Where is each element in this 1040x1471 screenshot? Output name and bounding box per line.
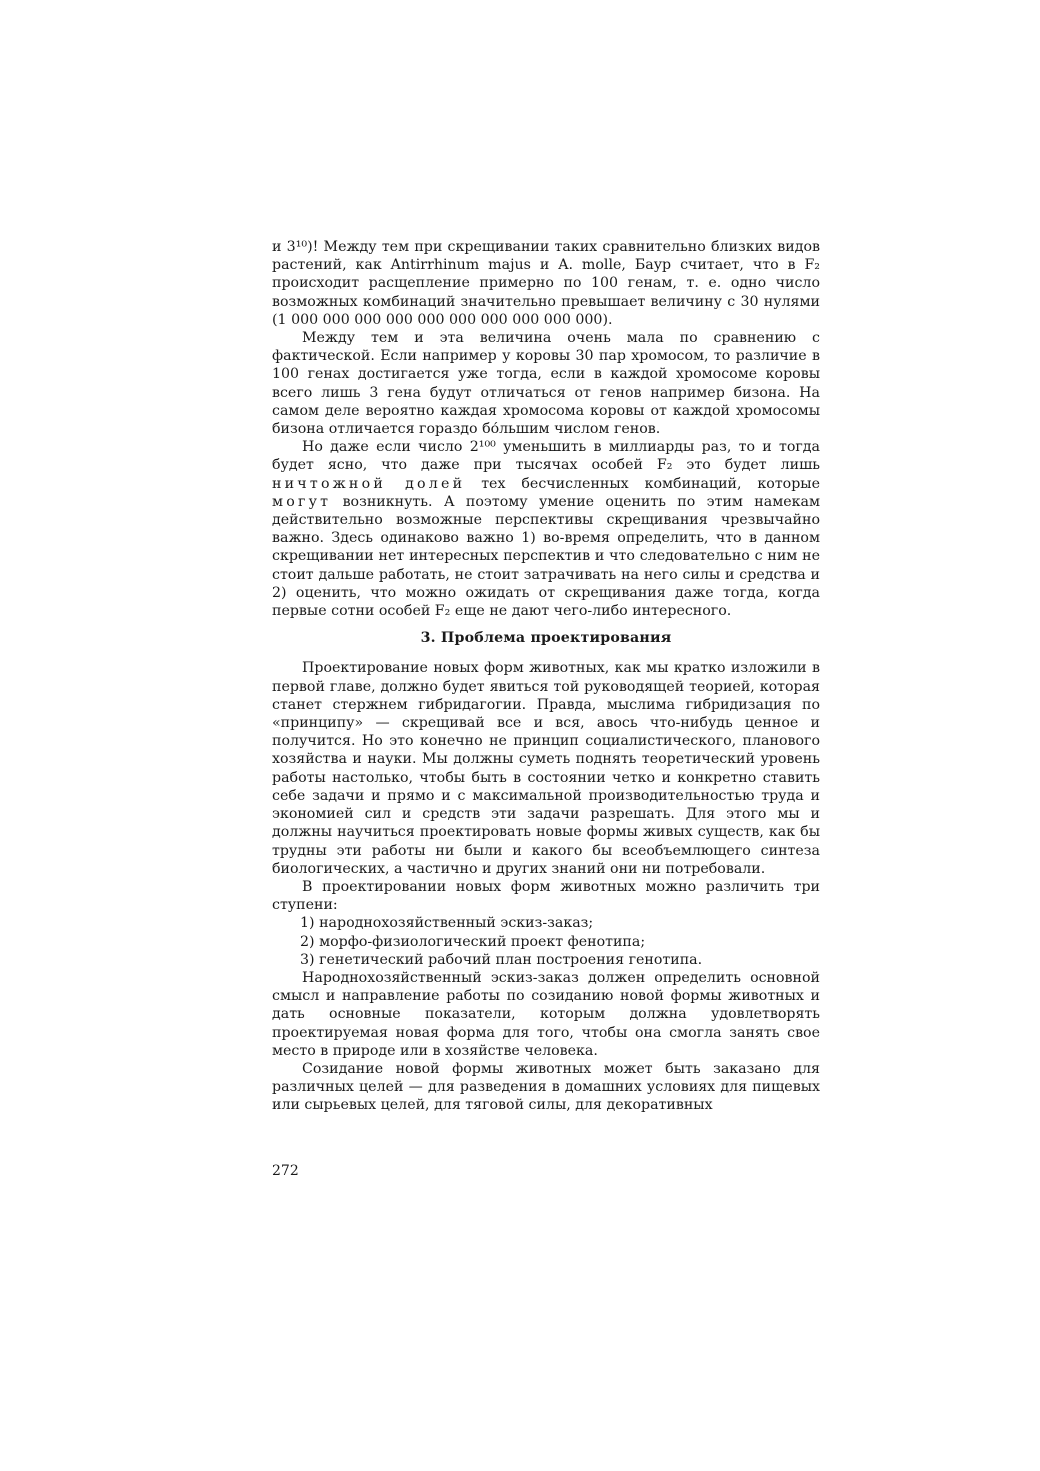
page-number: 272 xyxy=(272,1163,299,1179)
paragraph-3 xyxy=(272,438,820,620)
paragraph-1: и 3¹⁰)! Между тем при скрещивании таких сравнительно близких видов растений, как Antirrhinum majus и A. molle, Баур считает, что в F₂ происходит расщепление примерно по 100 генам, т. е. одно число возможных комбинаций значительно превышает величину с 30 нулями (1 000 000 000 000 000 000 000 000 000 000). xyxy=(272,239,820,328)
paragraph-3-part-b: тех бесчисленных комбинаций, которые xyxy=(465,475,820,492)
list-item-2: 2) морфо-физиологический проект фенотипа; xyxy=(300,933,646,950)
spaced-emphasis-b: могут xyxy=(272,493,332,510)
paragraph-5: В проектировании новых форм животных можно различить три ступени: xyxy=(272,878,820,914)
list-item-3: 3) генетический рабочий план построения генотипа. xyxy=(300,951,703,968)
section-heading: 3. Проблема проектирования xyxy=(420,630,672,647)
paragraph-6: Народнохозяйственный эскиз-заказ должен определить основной смысл и направление работы по созиданию новой формы животных и дать основные показатели, которым должна удовлетворять проектируемая новая форма для того, чтобы она смогла занять свое место в природе или в хозяйстве человека. xyxy=(272,969,820,1059)
paragraph-3-part-c: возникнуть. А поэтому умение оценить по этим намекам действительно возможные перспективы скрещивания чрезвычайно важно. Здесь одинаково важно 1) во-время определить, что в данном скрещивании нет интересных перспектив и что следовательно с ним не стоит дальше работать, не стоит затрачивать на него силы и средства и 2) оценить, что можно ожидать от скрещивания даже тогда, когда первые сотни особей F₂ еще не дают чего-либо интересного. xyxy=(272,493,820,620)
paragraph-3-part-a: Но даже если число 2¹⁰⁰ уменьшить в миллиарды раз, то и тогда будет ясно, что даже при тысячах особей F₂ это будет лишь xyxy=(272,439,820,474)
main-text xyxy=(272,238,820,1115)
paragraph-2: Между тем и эта величина очень мала по сравнению с фактической. Если например у коровы 30 пар хромосом, то различие в 100 генах достигается уже тогда, если в каждой хромосоме коровы всего лишь 3 гена будут отличаться от генов например бизона. На самом деле вероятно каждая хромосома коровы от каждой хромосомы бизона отличается гораздо бо́льшим числом генов. xyxy=(272,330,820,438)
paragraph-7: Созидание новой формы животных может быть заказано для различных целей — для разведения в домашних условиях для пищевых или сырьевых целей, для тяговой силы, для декоративных xyxy=(272,1060,820,1114)
spaced-emphasis-a: ничтожной долей xyxy=(272,475,466,492)
paragraph-4: Проектирование новых форм животных, как мы кратко изложили в первой главе, должно будет явиться той руководящей теорией, которая станет стержнем гибридагогии. Правда, мыслима гибридизация по «принципу» — скрещивай все и вся, авось что-нибудь ценное и получится. Но это конечно не принцип социалистического, планового хозяйства и науки. Мы должны суметь поднять теоретический уровень работы настолько, чтобы быть в состоянии четко и конкретно ставить себе задачи и прямо и с максимальной производительностью труда и экономией сил и средств эти задачи разрешать. Для этого мы и должны научиться проектировать новые формы живых существ, как бы трудны эти работы ни были и какого бы всеобъемлющего синтеза биологических, а частично и других знаний они ни потребовали. xyxy=(272,660,820,877)
list-item-1: 1) народнохозяйственный эскиз-заказ; xyxy=(300,915,594,932)
